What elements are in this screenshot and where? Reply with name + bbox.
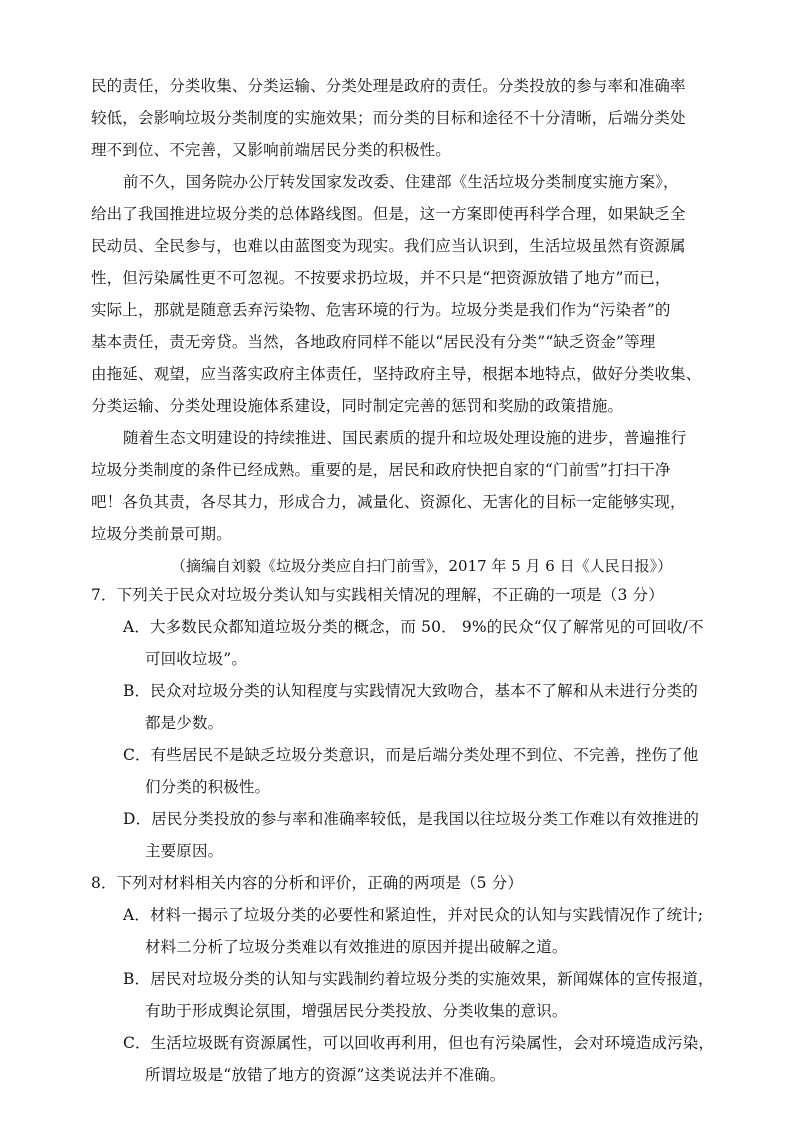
article-line: 性，但污染属性更不可忽视。不按要求扔垃圾，并不只是“把资源放错了地方”而已， <box>91 269 671 287</box>
question-8-option-b: B．居民对垃圾分类的认知与实践制约着垃圾分类的实施效果，新闻媒体的宣传报道， <box>123 970 714 988</box>
question-7-option-d-cont: 主要原因。 <box>145 842 224 860</box>
question-8-option-a-cont: 材料二分析了垃圾分类难以有效推进的原因并提出破解之道。 <box>145 938 568 956</box>
article-line: 垃圾分类前景可期。 <box>91 525 232 543</box>
article-line: 垃圾分类制度的条件已经成熟。重要的是，居民和政府快把自家的“门前雪”打扫干净 <box>91 461 671 479</box>
question-8-option-c: C．生活垃圾既有资源属性，可以回收再利用，但也有污染属性，会对环境造成污染， <box>123 1034 715 1052</box>
article-line: 吧！各负其责，各尽其力，形成合力，减量化、资源化、无害化的目标一定能够实现， <box>91 493 686 511</box>
question-8-stem: 8．下列对材料相关内容的分析和评价，正确的两项是（5 分） <box>91 874 524 892</box>
question-8-option-a: A．材料一揭示了垃圾分类的必要性和紧迫性，并对民众的认知与实践情况作了统计; <box>123 906 704 924</box>
question-7-option-b-cont: 都是少数。 <box>145 714 224 732</box>
article-line: 随着生态文明建设的持续推进、国民素质的提升和垃圾处理设施的进步，普遍推行 <box>123 429 687 447</box>
question-7-option-d: D．居民分类投放的参与率和准确率较低，是我国以往垃圾分类工作难以有效推进的 <box>123 810 699 828</box>
article-source: （摘编自刘毅《垃圾分类应自扫门前雪》，2017 年 5 月 6 日《人民日报》） <box>171 557 673 575</box>
article-line: 民动员、全民参与，也难以由蓝图变为现实。我们应当认识到，生活垃圾虽然有资源属 <box>91 237 686 255</box>
question-7-stem: 7．下列关于民众对垃圾分类认知与实践相关情况的理解，不正确的一项是（3 分） <box>91 586 664 604</box>
article-line: 分类运输、分类处理设施体系建设，同时制定完善的惩罚和奖励的政策措施。 <box>91 397 624 415</box>
question-7-option-b: B．民众对垃圾分类的认知程度与实践情况大致吻合，基本不了解和从未进行分类的 <box>123 682 698 700</box>
article-line: 给出了我国推进垃圾分类的总体路线图。但是，这一方案即使再科学合理，如果缺乏全 <box>91 205 686 223</box>
article-line: 较低，会影响垃圾分类制度的实施效果；而分类的目标和途径不十分清晰，后端分类处 <box>91 109 686 127</box>
question-8-option-c-cont: 所谓垃圾是“放错了地方的资源”这类说法并不准确。 <box>145 1066 506 1084</box>
question-7-option-a: A．大多数民众都知道垃圾分类的概念，而 50． 9%的民众“仅了解常见的可回收/不 <box>123 618 704 636</box>
article-line: 基本责任，责无旁贷。当然，各地政府同样不能以“居民没有分类”“缺乏资金”等理 <box>91 333 656 351</box>
article-line: 理不到位、不完善，又影响前端居民分类的积极性。 <box>91 141 451 159</box>
question-7-option-c-cont: 们分类的积极性。 <box>145 778 271 796</box>
article-line: 前不久，国务院办公厅转发国家发改委、住建部《生活垃圾分类制度实施方案》， <box>123 173 679 191</box>
article-line: 民的责任，分类收集、分类运输、分类处理是政府的责任。分类投放的参与率和准确率 <box>91 77 686 95</box>
question-7-option-a-cont: 可回收垃圾”。 <box>145 650 247 668</box>
question-8-option-b-cont: 有助于形成舆论氛围，增强居民分类投放、分类收集的意识。 <box>145 1002 568 1020</box>
article-line: 由拖延、观望，应当落实政府主体责任，坚持政府主导，根据本地特点，做好分类收集、 <box>91 365 702 383</box>
article-line: 实际上，那就是随意丢弃污染物、危害环境的行为。垃圾分类是我们作为“污染者”的 <box>91 301 671 319</box>
question-7-option-c: C．有些居民不是缺乏垃圾分类意识，而是后端分类处理不到位、不完善，挫伤了他 <box>123 746 699 764</box>
